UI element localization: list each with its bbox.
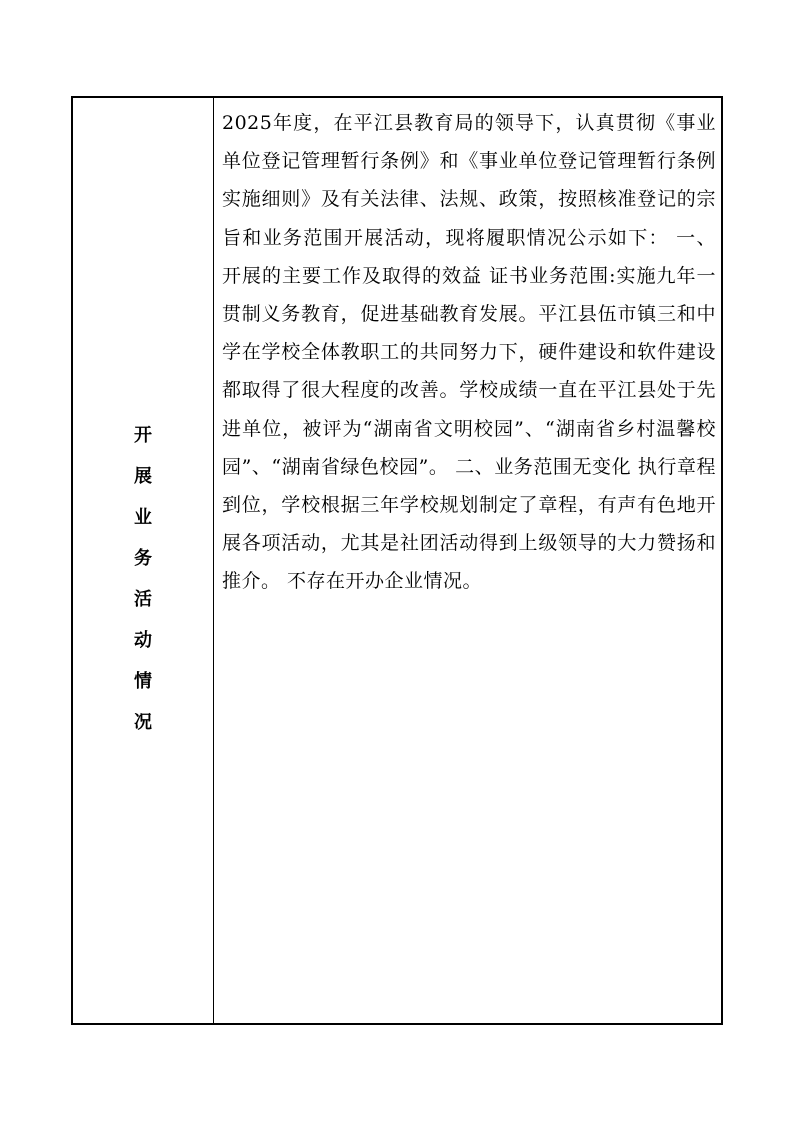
label-char: 活: [134, 588, 152, 610]
label-char: 展: [134, 465, 152, 487]
section-label-cell: [73, 98, 214, 1023]
label-char: 况: [134, 711, 152, 733]
section-content-text: 2025年度，在平江县教育局的领导下，认真贯彻《事业单位登记管理暂行条例》和《事业单位登记管理暂行条例实施细则》及有关法律、法规、政策，按照核准登记的宗旨和业务范围开展活动，现将履职情况公示如下： 一、开展的主要工作及取得的效益 证书业务范围:实施九年一贯制义务教育，促进基础教育发展。平江县伍市镇三和中学在学校全体教职工的共同努力下，硬件建设和软件建设都取得了很大程度的改善。学校成绩一直在平江县处于先进单位，被评为“湖南省文明校园”、“湖南省乡村温馨校园”、“湖南省绿色校园”。 二、业务范围无变化 执行章程到位，学校根据三年学校规划制定了章程，有声有色地开展各项活动，尤其是社团活动得到上级领导的大力赞扬和推介。 不存在开办企业情况。: [222, 112, 716, 593]
activity-table: [71, 96, 723, 1025]
section-label: [134, 415, 152, 743]
label-char: 务: [134, 547, 152, 569]
label-char: 业: [134, 506, 152, 528]
label-char: 开: [134, 424, 152, 446]
label-char: 动: [134, 629, 152, 651]
label-char: 情: [134, 670, 152, 692]
section-content-cell: [214, 98, 721, 1023]
